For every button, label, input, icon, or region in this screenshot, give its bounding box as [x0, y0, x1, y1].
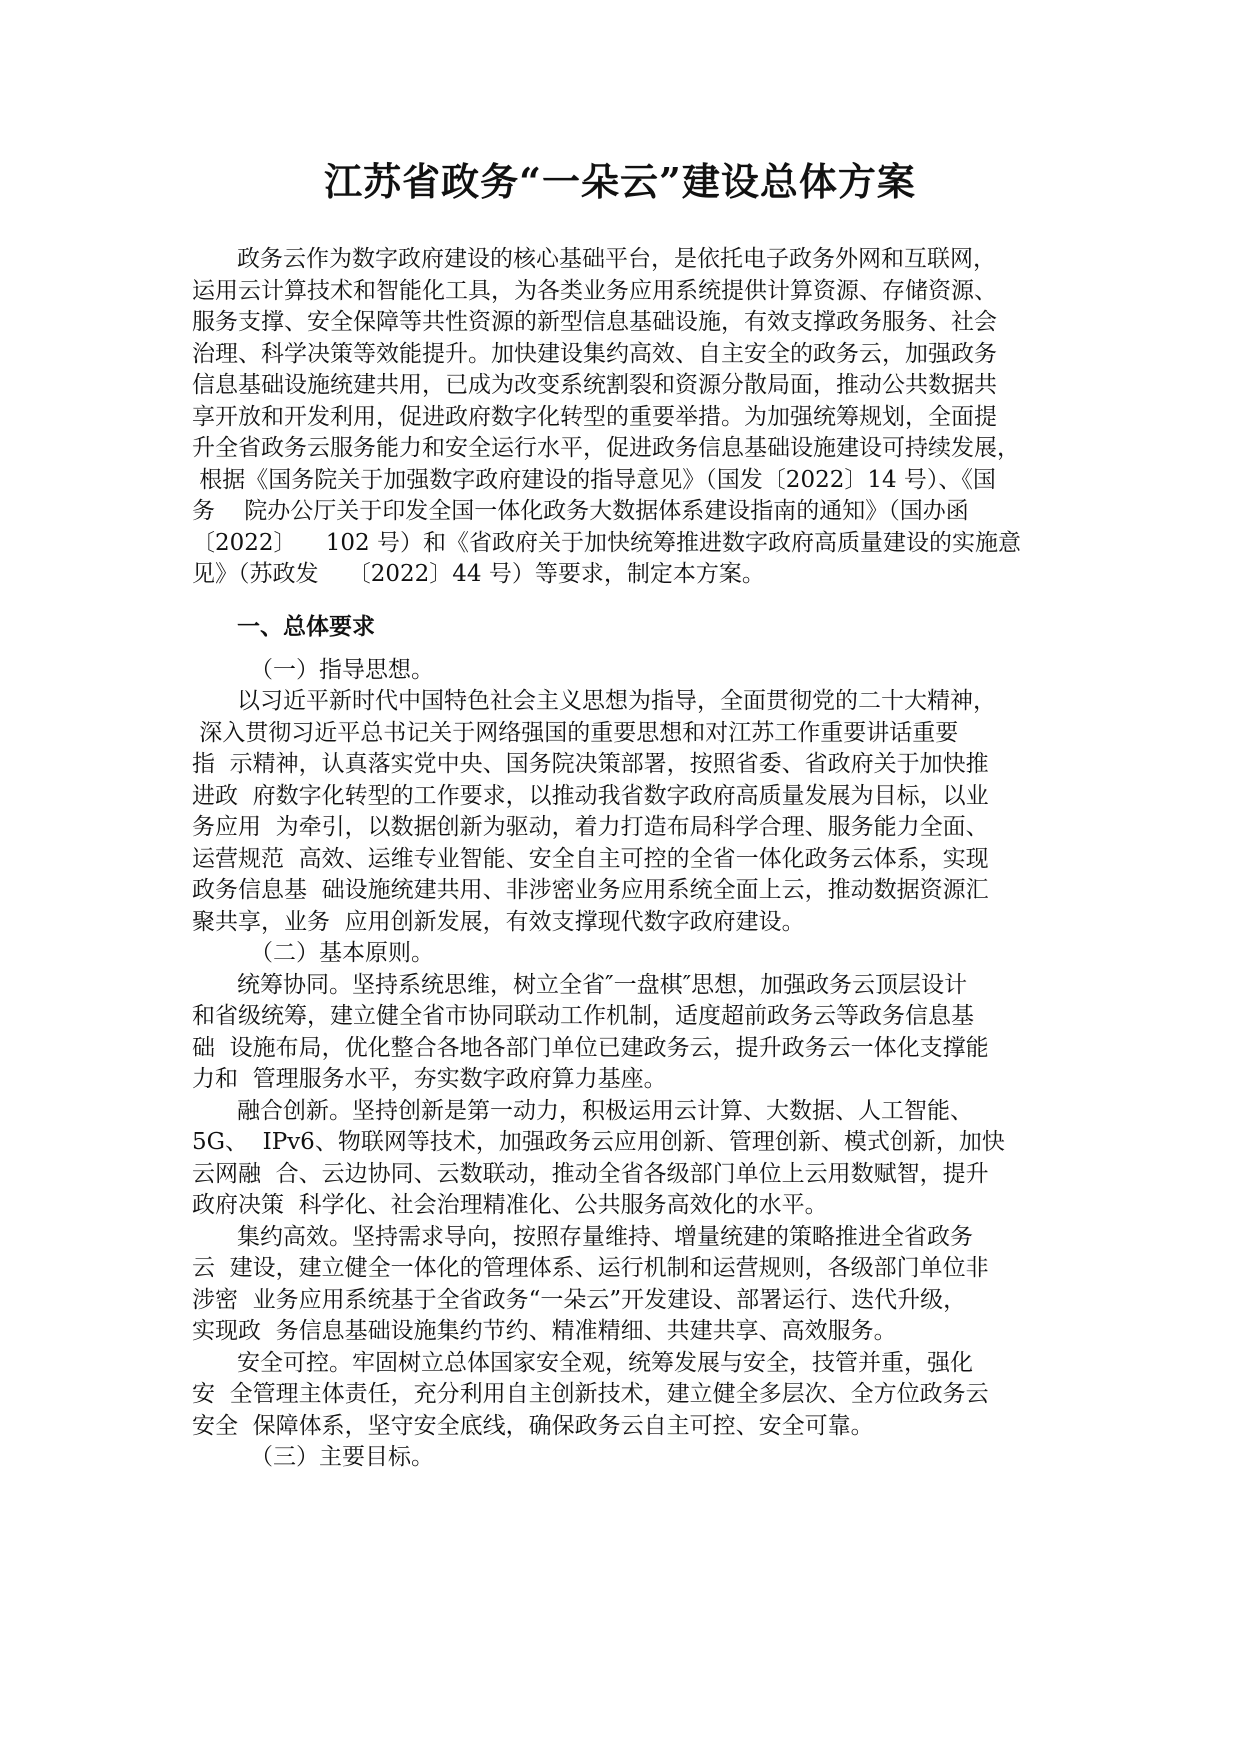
text-line: 安全可控。牢固树立总体国家安全观，统筹发展与安全，技管并重，强化: [237, 1349, 973, 1376]
document-body: [192, 244, 1062, 1474]
text-line: 安 全管理主体责任，充分利用自主创新技术，建立健全多层次、全方位政务云: [192, 1381, 989, 1407]
intro-paragraph: [192, 244, 1062, 591]
text-line: 础 设施布局，优化整合各地各部门单位已建政务云，提升政务云一体化支撑能: [192, 1034, 989, 1061]
text-line: 政务云作为数字政府建设的核心基础平台，是依托电子政务外网和互联网，: [237, 246, 996, 272]
text-line: 根据《国务院关于加强数字政府建设的指导意见》（国发〔2022〕14 号）、《国: [192, 466, 996, 493]
text-line: 云 建设，建立健全一体化的管理体系、运行机制和运营规则，各级部门单位非: [192, 1255, 989, 1281]
subsection-heading: （三）主要目标。: [250, 1444, 434, 1470]
text-line: 〔2022〕 102 号）和《省政府关于加快统筹推进数字政府高质量建设的实施意: [192, 529, 1021, 556]
basic-principles-paragraphs: [192, 970, 1062, 1443]
guiding-ideology-paragraph: [192, 686, 1062, 938]
text-line: 云网融 合、云边协同、云数联动，推动全省各级部门单位上云用数赋智，提升: [192, 1160, 989, 1187]
text-line: 以习近平新时代中国特色社会主义思想为指导，全面贯彻党的二十大精神，: [237, 688, 996, 714]
text-line: 见》（苏政发 〔2022〕44 号）等要求，制定本方案。: [192, 561, 765, 587]
text-line: 和省级统筹，建立健全省市协同联动工作机制，适度超前政务云等政务信息基: [192, 1003, 974, 1029]
text-line: 进政 府数字化转型的工作要求，以推动我省数字政府高质量发展为目标，以业: [192, 782, 989, 809]
text-line: 集约高效。坚持需求导向，按照存量维持、增量统建的策略推进全省政务: [237, 1223, 973, 1250]
text-line: 运营规范 高效、运维专业智能、安全自主可控的全省一体化政务云体系，实现: [192, 845, 989, 872]
text-line: 实现政 务信息基础设施集约节约、精准精细、共建共享、高效服务。: [192, 1318, 897, 1344]
text-line: 政务信息基 础设施统建共用、非涉密业务应用系统全面上云，推动数据资源汇: [192, 877, 989, 903]
text-line: 享开放和开发利用，促进政府数字化转型的重要举措。为加强统筹规划，全面提: [192, 403, 997, 430]
text-line: 安全 保障体系，坚守安全底线，确保政务云自主可控、安全可靠。: [192, 1412, 874, 1439]
text-line: 深入贯彻习近平总书记关于网络强国的重要思想和对江苏工作重要讲话重要: [192, 719, 959, 746]
text-line: 服务支撑、安全保障等共性资源的新型信息基础设施，有效支撑政务服务、社会: [192, 309, 997, 335]
text-line: 治理、科学决策等效能提升。加快建设集约高效、自主安全的政务云，加强政务: [192, 340, 997, 367]
text-line: 统筹协同。坚持系统思维，树立全省″一盘棋″思想，加强政务云顶层设计: [237, 971, 968, 998]
text-line: 信息基础设施统建共用，已成为改变系统割裂和资源分散局面，推动公共数据共: [192, 372, 997, 398]
text-line: 运用云计算技术和智能化工具，为各类业务应用系统提供计算资源、存储资源、: [192, 277, 997, 304]
text-line: 聚共享，业务 应用创新发展，有效支撑现代数字政府建设。: [192, 908, 805, 935]
subsection-heading: （一）指导思想。: [250, 656, 434, 683]
text-line: 力和 管理服务水平，夯实数字政府算力基座。: [192, 1066, 667, 1092]
text-line: 务应用 为牵引，以数据创新为驱动，着力打造布局科学合理、服务能力全面、: [192, 814, 989, 840]
text-line: 融合创新。坚持创新是第一动力，积极运用云计算、大数据、人工智能、: [237, 1097, 973, 1124]
text-line: 务 院办公厅关于印发全国一体化政务大数据体系建设指南的通知》（国办函: [192, 498, 969, 524]
text-line: 政府决策 科学化、社会治理精准化、公共服务高效化的水平。: [192, 1192, 828, 1218]
text-line: 指 示精神，认真落实党中央、国务院决策部署，按照省委、省政府关于加快推: [192, 751, 989, 777]
text-line: 升全省政务云服务能力和安全运行水平，促进政务信息基础设施建设可持续发展，: [192, 435, 1020, 461]
document-title: 江苏省政务“一朵云”建设总体方案: [324, 159, 916, 204]
subsection-heading: （二）基本原则。: [250, 940, 434, 966]
text-line: 涉密 业务应用系统基于全省政务“一朵云”开发建设、部署运行、迭代升级，: [192, 1286, 967, 1313]
section-heading: 一、总体要求: [237, 612, 375, 640]
text-line: 5G、 IPv6、物联网等技术，加强政务云应用创新、管理创新、模式创新，加快: [192, 1129, 1005, 1155]
